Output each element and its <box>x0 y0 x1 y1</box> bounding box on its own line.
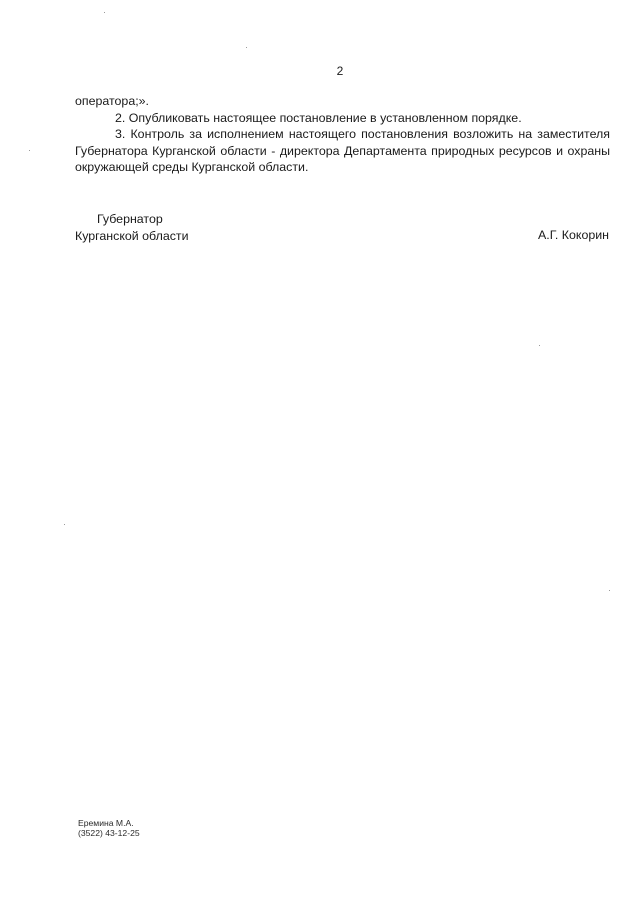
paragraph-publish: 2. Опубликовать настоящее постановление в установленном порядке. <box>115 110 522 125</box>
signature-title <box>75 211 189 244</box>
scan-speck <box>609 590 610 591</box>
scan-speck <box>29 150 30 151</box>
signature-title-line2: Курганской области <box>75 228 189 243</box>
scan-speck <box>104 12 105 13</box>
scan-speck <box>539 345 540 346</box>
paragraph-continuation: оператора;». <box>75 94 149 108</box>
signatory-name: А.Г. Кокорин <box>537 228 609 242</box>
paragraph-control: 3. Контроль за исполнением настоящего постановления возложить на заместителя Губернатора Курганской области - директора Департамента природных ресурсов и охраны окружающей среды Курганской области. <box>75 127 610 174</box>
document-body <box>75 93 610 176</box>
scan-speck <box>64 524 65 525</box>
scan-speck <box>246 47 247 48</box>
signature-title-line1: Губернатор <box>97 212 163 226</box>
page-number: 2 <box>336 64 344 78</box>
executor-name: Еремина М.А. <box>78 818 134 828</box>
executor-footer <box>78 818 140 838</box>
executor-phone: (3522) 43-12-25 <box>78 828 140 838</box>
